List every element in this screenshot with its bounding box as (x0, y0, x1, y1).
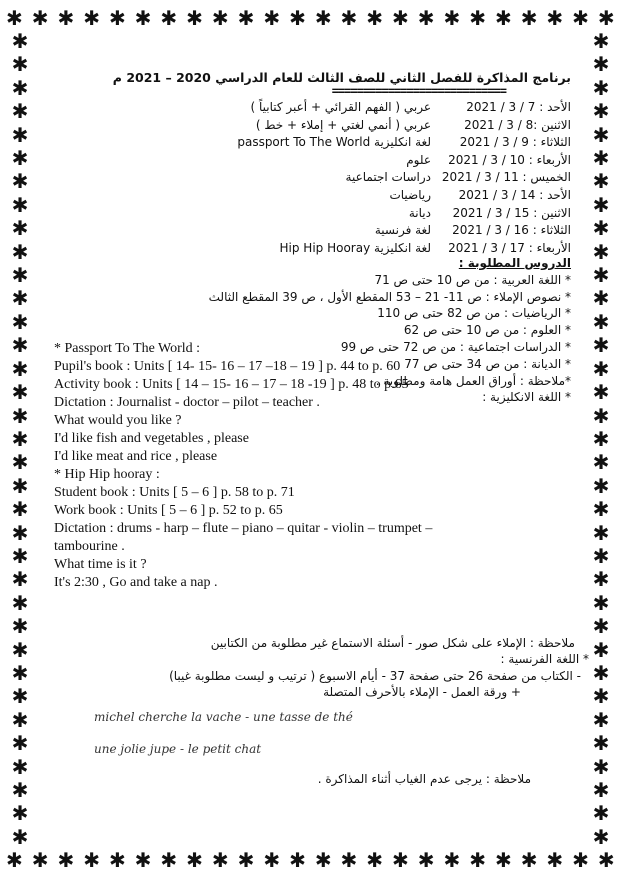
schedule-row (151, 223, 571, 241)
star-icon: ✱ (11, 801, 29, 826)
english-line: Dictation : drums - harp – flute – piano – quitar - violin – trumpet – (54, 521, 433, 536)
right-border (587, 30, 615, 848)
star-icon: ✱ (263, 6, 281, 30)
schedule-row (151, 100, 571, 118)
star-icon: ✱ (417, 6, 435, 30)
star-icon: ✱ (443, 848, 461, 872)
star-icon: ✱ (11, 75, 29, 100)
star-icon: ✱ (366, 6, 384, 30)
schedule-subject: علوم (406, 152, 431, 167)
star-icon: ✱ (263, 848, 281, 872)
star-icon: ✱ (340, 848, 358, 872)
star-icon: ✱ (592, 333, 610, 358)
star-icon: ✱ (592, 216, 610, 241)
schedule-subject: لغة انكليزية passport To The World (237, 135, 431, 150)
star-icon: ✱ (31, 6, 49, 30)
exam-schedule (151, 100, 571, 258)
english-line: I'd like fish and vegetables , please (54, 431, 249, 446)
english-line: I'd like meat and rice , please (54, 449, 218, 464)
schedule-row (151, 118, 571, 136)
star-icon: ✱ (186, 848, 203, 872)
french-header: * اللغة الفرنسية : (500, 652, 589, 666)
left-border (6, 30, 34, 848)
star-icon: ✱ (289, 6, 306, 30)
star-icon: ✱ (11, 520, 29, 545)
star-icon: ✱ (11, 169, 29, 194)
schedule-day: الأربعاء : 10 / 3 / 2021 (448, 152, 571, 167)
star-icon: ✱ (11, 731, 29, 756)
star-icon: ✱ (314, 848, 332, 872)
schedule-subject: لغة فرنسية (374, 223, 431, 238)
star-icon: ✱ (520, 6, 538, 30)
star-icon: ✱ (592, 52, 610, 77)
star-icon: ✱ (546, 848, 564, 872)
lessons-header: الدروس المطلوبة : (458, 256, 571, 270)
star-icon: ✱ (592, 731, 610, 756)
star-icon: ✱ (494, 6, 512, 30)
schedule-day: الخميس : 11 / 3 / 2021 (441, 170, 571, 185)
schedule-day: الثلاثاء : 9 / 3 / 2021 (459, 135, 571, 150)
lesson-item: *ملاحظة : أوراق العمل هامة ومطلوبة . (375, 373, 571, 388)
star-icon: ✱ (11, 497, 29, 522)
star-icon: ✱ (592, 356, 610, 381)
schedule-row (151, 188, 571, 206)
star-icon: ✱ (592, 754, 610, 779)
schedule-subject: ديانة (408, 205, 431, 220)
star-icon: ✱ (11, 380, 29, 405)
star-icon: ✱ (592, 567, 610, 592)
french-section (169, 652, 599, 702)
star-icon: ✱ (597, 6, 615, 30)
top-border (0, 4, 621, 32)
schedule-row (151, 153, 571, 171)
star-icon: ✱ (592, 263, 610, 288)
page-title: برنامج المذاكرة للفصل الثاني للصف الثالث للعام الدراسي 2020 – 2021 م (112, 70, 571, 85)
star-icon: ✱ (11, 333, 29, 358)
star-icon: ✱ (11, 216, 29, 241)
star-icon: ✱ (592, 637, 610, 662)
star-icon: ✱ (289, 848, 306, 872)
star-icon: ✱ (366, 848, 384, 872)
star-icon: ✱ (592, 75, 610, 100)
schedule-subject: عربي ( الفهم القرائي + أعبر كتابياً ) (250, 100, 431, 114)
star-icon: ✱ (592, 403, 610, 428)
star-icon: ✱ (31, 848, 49, 872)
star-icon: ✱ (592, 520, 610, 545)
star-icon: ✱ (134, 6, 152, 30)
star-icon: ✱ (592, 614, 610, 639)
star-icon: ✱ (83, 6, 100, 30)
star-icon: ✱ (11, 192, 29, 217)
star-icon: ✱ (11, 426, 29, 451)
star-icon: ✱ (592, 590, 610, 615)
english-line: It's 2:30 , Go and take a nap . (54, 575, 218, 590)
star-icon: ✱ (11, 543, 29, 568)
star-icon: ✱ (11, 614, 29, 639)
final-note: ملاحظة : يرجى عدم الغياب أثناء المذاكرة . (317, 772, 531, 786)
star-icon: ✱ (11, 684, 29, 709)
star-icon: ✱ (211, 848, 229, 872)
lesson-item: * اللغة الانكليزية : (482, 390, 571, 405)
star-icon: ✱ (11, 286, 29, 311)
star-icon: ✱ (592, 426, 610, 451)
star-icon: ✱ (11, 99, 29, 124)
star-icon: ✱ (160, 848, 178, 872)
english-line: Activity book : Units [ 14 – 15- 16 – 17 – 18 -19 ] p. 48 to p.65 (54, 377, 409, 392)
star-icon: ✱ (11, 660, 29, 685)
star-icon: ✱ (11, 263, 29, 288)
schedule-row (151, 170, 571, 188)
star-icon: ✱ (134, 848, 152, 872)
star-icon: ✱ (572, 848, 589, 872)
english-line: Student book : Units [ 5 – 6 ] p. 58 to p. 71 (54, 485, 295, 500)
star-icon: ✱ (340, 6, 358, 30)
star-icon: ✱ (592, 473, 610, 498)
star-icon: ✱ (57, 848, 75, 872)
schedule-day: الأحد : 14 / 3 / 2021 (458, 187, 571, 202)
star-icon: ✱ (592, 778, 610, 802)
english-line: Work book : Units [ 5 – 6 ] p. 52 to p. 65 (54, 503, 283, 518)
star-icon: ✱ (160, 6, 178, 30)
star-icon: ✱ (592, 660, 610, 685)
lesson-item: * نصوص الإملاء : ص 11- 21 – 53 المقطع الأول ، ص 39 المقطع الثالث (208, 289, 571, 304)
french-handwriting-line: une jolie jupe - le petit chat (94, 742, 262, 756)
star-icon: ✱ (11, 778, 29, 802)
dictation-note: ملاحظة : الإملاء على شكل صور - أسئلة الاستماع غير مطلوبة من الكتابين (210, 636, 575, 650)
english-line: What time is it ? (54, 557, 147, 572)
star-icon: ✱ (592, 707, 610, 732)
star-icon: ✱ (314, 6, 332, 30)
star-icon: ✱ (108, 6, 126, 30)
star-icon: ✱ (592, 29, 610, 53)
english-line: * Hip Hip hooray : (54, 467, 160, 482)
star-icon: ✱ (592, 146, 610, 171)
star-icon: ✱ (108, 848, 126, 872)
star-icon: ✱ (592, 801, 610, 826)
schedule-day: الأربعاء : 17 / 3 / 2021 (448, 240, 571, 255)
star-icon: ✱ (11, 754, 29, 779)
lesson-item: * الديانة : من ص 34 حتى ص 77 (404, 356, 571, 371)
star-icon: ✱ (11, 356, 29, 381)
star-icon: ✱ (592, 99, 610, 124)
star-icon: ✱ (392, 6, 409, 30)
schedule-subject: دراسات اجتماعية (345, 170, 431, 185)
star-icon: ✱ (11, 707, 29, 732)
english-line: What would you like ? (54, 413, 182, 428)
french-handwriting-line: michel cherche la vache - une tasse de thé (94, 710, 353, 724)
star-icon: ✱ (592, 239, 610, 264)
lesson-item: * اللغة العربية : من ص 10 حتى ص 71 (374, 272, 571, 287)
french-line: - الكتاب من صفحة 26 حتى صفحة 37 - أيام الاسبوع ( ترتيب و ليست مطلوبة غيبا) (169, 668, 581, 683)
star-icon: ✱ (592, 169, 610, 194)
star-icon: ✱ (186, 6, 203, 30)
star-icon: ✱ (11, 309, 29, 334)
schedule-day: الأحد : 7 / 3 / 2021 (466, 100, 571, 114)
title-rule: ============================ (331, 84, 506, 98)
star-icon: ✱ (11, 403, 29, 428)
star-icon: ✱ (11, 450, 29, 475)
star-icon: ✱ (11, 29, 29, 53)
star-icon: ✱ (592, 309, 610, 334)
star-icon: ✱ (592, 450, 610, 475)
schedule-row (151, 135, 571, 153)
star-icon: ✱ (57, 6, 75, 30)
star-icon: ✱ (211, 6, 229, 30)
english-line: Pupil's book : Units [ 14- 15- 16 – 17 –18 – 19 ] p. 44 to p. 60 (54, 359, 401, 374)
english-line: * Passport To The World : (54, 341, 201, 356)
star-icon: ✱ (237, 6, 255, 30)
schedule-subject: رياضيات (389, 187, 431, 202)
star-icon: ✱ (11, 146, 29, 171)
star-icon: ✱ (597, 848, 615, 872)
english-line: Dictation : Journalist - doctor – pilot – teacher . (54, 395, 320, 410)
schedule-day: الاثنين : 15 / 3 / 2021 (452, 205, 571, 220)
star-icon: ✱ (11, 590, 29, 615)
star-icon: ✱ (469, 6, 486, 30)
french-line: + ورقة العمل - الإملاء بالأحرف المتصلة (323, 685, 521, 699)
star-icon: ✱ (11, 824, 29, 849)
star-icon: ✱ (592, 543, 610, 568)
star-icon: ✱ (592, 192, 610, 217)
schedule-day: الاثنين :8 / 3 / 2021 (464, 117, 571, 132)
star-icon: ✱ (592, 824, 610, 849)
star-icon: ✱ (11, 637, 29, 662)
schedule-day: الثلاثاء : 16 / 3 / 2021 (452, 223, 571, 238)
star-icon: ✱ (11, 239, 29, 264)
star-icon: ✱ (392, 848, 409, 872)
star-icon: ✱ (237, 848, 255, 872)
star-icon: ✱ (520, 848, 538, 872)
star-icon: ✱ (11, 567, 29, 592)
star-icon: ✱ (592, 286, 610, 311)
schedule-row (151, 206, 571, 224)
star-icon: ✱ (494, 848, 512, 872)
star-icon: ✱ (592, 497, 610, 522)
star-icon: ✱ (443, 6, 461, 30)
star-icon: ✱ (572, 6, 589, 30)
star-icon: ✱ (417, 848, 435, 872)
english-section (54, 340, 484, 592)
star-icon: ✱ (11, 122, 29, 147)
star-icon: ✱ (592, 380, 610, 405)
english-line: tambourine . (54, 539, 125, 554)
bottom-border (0, 846, 621, 874)
star-icon: ✱ (469, 848, 486, 872)
schedule-subject: لغة انكليزية Hip Hip Hooray (279, 240, 431, 255)
star-icon: ✱ (11, 52, 29, 77)
lesson-item: * العلوم : من ص 10 حتى ص 62 (403, 323, 571, 338)
star-icon: ✱ (6, 848, 23, 872)
lesson-item: * الدراسات اجتماعية : من ص 72 حتى ص 99 (340, 339, 571, 354)
lesson-item: * الرياضيات : من ص 82 حتى ص 110 (377, 306, 571, 321)
star-icon: ✱ (11, 473, 29, 498)
star-icon: ✱ (592, 684, 610, 709)
star-icon: ✱ (83, 848, 100, 872)
star-icon: ✱ (546, 6, 564, 30)
star-icon: ✱ (6, 6, 23, 30)
schedule-subject: عربي ( أنمي لغتي + إملاء + خط ) (255, 117, 431, 132)
star-icon: ✱ (592, 122, 610, 147)
